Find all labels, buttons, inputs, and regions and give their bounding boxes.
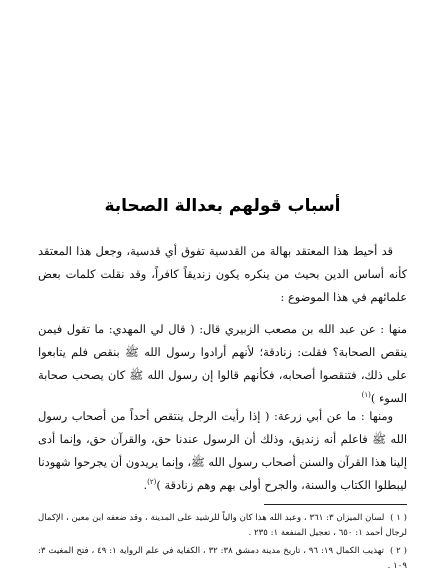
- intro-paragraph: [38, 240, 407, 309]
- footnote-2: [38, 544, 407, 574]
- chapter-title: أسباب قولهم بعدالة الصحابة: [104, 196, 341, 217]
- quote-2-text: ومنها : ما عن أبي زرعة: ( إذا رأيت الرجل ينتقص أحداً من أصحاب رسول الله ﷺ فاعلم أنه زنديق، وذلك أن الرسول عندنا حق، والقرآن حق، وإنما أدى إلينا هذا القرآن والسنن أصحاب رسول الله ﷺ، وإنما يريدون أن يجرحوا شهودنا ليبطلوا الكتاب والسنة، والجرح أولى بهم وهم زنادقة ): [38, 409, 407, 492]
- footnote-reference-1[interactable]: (١): [361, 391, 371, 400]
- footnote-reference-2[interactable]: (٢): [147, 478, 157, 487]
- footnote-1-text: لسان الميزان ٣: ٣٦١ ، وعبد الله هذا كان والياً للرشيد على المدينة ، وقد ضعفه ابن معين ، الإكمال لرجال أحمد ١: ٦٥٠ ، تعجيل المنفعة ١: ٢٣٥ .: [38, 513, 407, 538]
- footnote-divider: [264, 504, 407, 505]
- quote-paragraph-1: [38, 318, 407, 410]
- quote-2-end: .: [143, 478, 148, 492]
- quote-paragraph-2: [38, 405, 407, 497]
- footnote-2-text: تهذيب الكمال ١٩: ٩٦ ، تاريخ مدينة دمشق ٣٨: ٣٢ ، الكفاية في علم الرواية ١: ٤٩ ، فتح المغيث ٣: ١٠٩ .: [38, 546, 407, 571]
- quote-1-text: منها : عن عبد الله بن مصعب الزبيري قال: ( قال لي المهدي: ما تقول فيمن ينقص الصحابة؟ فقلت: زنادقة؛ لأنهم أرادوا رسول الله ﷺ بنقص فلم يتابعوا على ذلك، فتنقصوا أصحابه، فكأنهم قالوا إن رسول الله ﷺ كان يصحب صحابة السوء ): [38, 322, 407, 405]
- footnotes-section: [38, 511, 407, 577]
- intro-text: قد أحيط هذا المعتقد بهالة من القدسية تفوق أي قدسية، وجعل هذا المعتقد كأنه أساس الدين بحيث من ينكره يكون زنديقاً كافراً، وقد نقلت كلمات بعض علمائهم في هذا الموضوع :: [38, 244, 408, 304]
- footnote-1: [38, 511, 407, 541]
- footnote-2-number: ( ٢ ): [389, 546, 407, 556]
- footnote-1-number: ( ١ ): [390, 513, 407, 523]
